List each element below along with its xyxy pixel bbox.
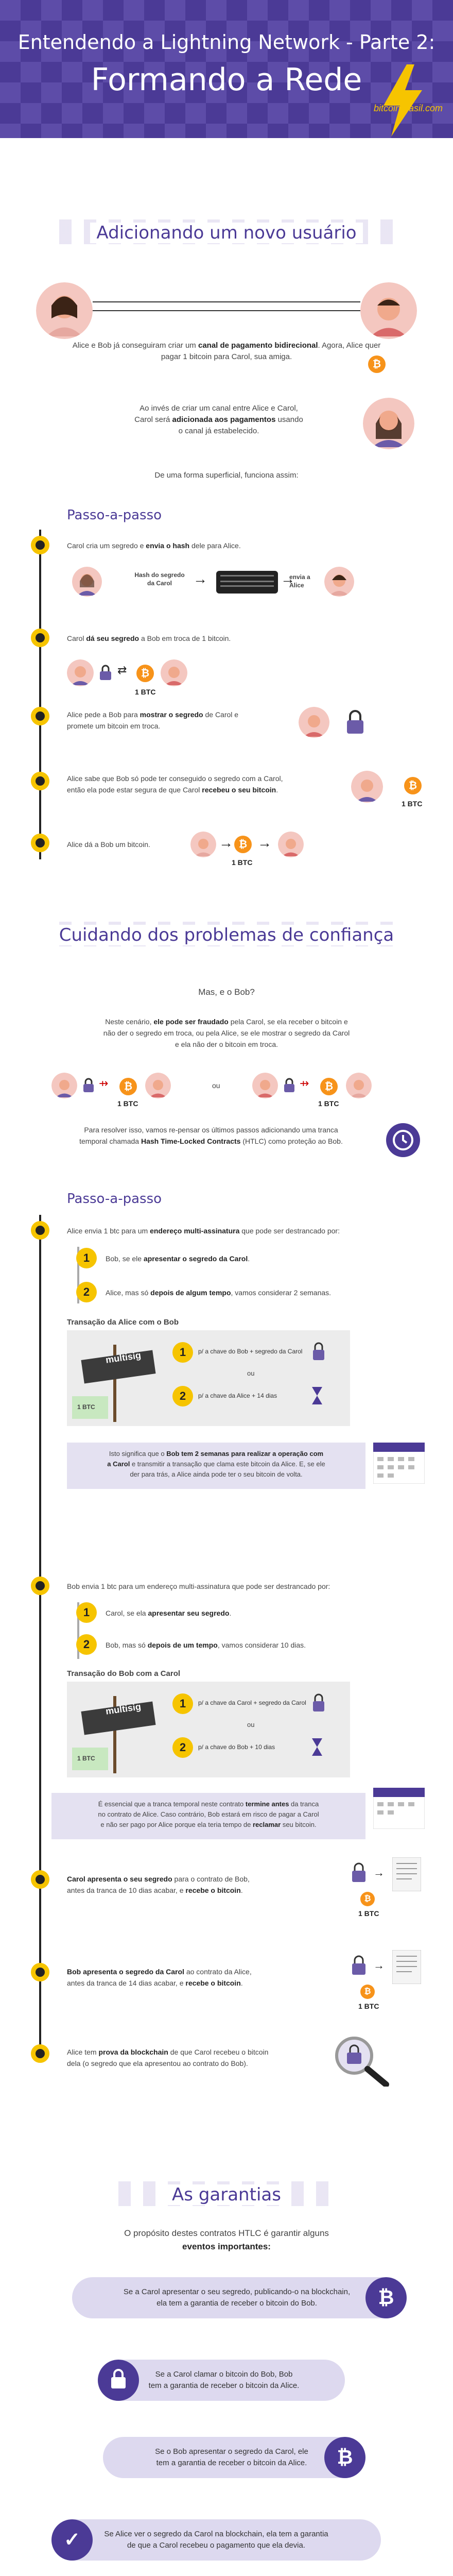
option-number-2: 2 (172, 1737, 193, 1758)
step1-text: Carol cria um segredo e envia o hash dele para Alice. (67, 541, 241, 550)
checker-tile (185, 103, 206, 124)
arrow-icon: → (373, 1959, 385, 1972)
checker-tile (412, 0, 432, 21)
bitcoin-icon: ₿ (404, 777, 422, 794)
checker-tile (165, 124, 185, 138)
checker-tile (144, 103, 165, 124)
arrow-icon: → (219, 835, 233, 851)
bitcoin-badge-icon: ₿ (324, 2437, 365, 2478)
guarantee-4: Se Alice ver o segredo da Carol na blockchain, ela tem a garantia de que a Carol recebeu o pagamento que ela devia. (51, 2519, 381, 2561)
header-banner (0, 0, 453, 138)
carol-avatar (51, 1073, 77, 1098)
carol-avatar (67, 659, 94, 686)
lock-icon (283, 1078, 295, 1093)
arrow-icon: → (373, 1866, 385, 1879)
step-dot (31, 1577, 49, 1595)
key-lock-icon (308, 1693, 326, 1714)
step-dot (31, 1963, 49, 1981)
send-label: envia a Alice (289, 573, 310, 589)
btc-amount: 1 BTC (232, 858, 253, 867)
how-text: De uma forma superficial, funciona assim: (154, 471, 299, 480)
timeline-1 (39, 530, 41, 859)
step-dot (31, 536, 49, 554)
step-dot (31, 772, 49, 790)
alice-avatar (36, 282, 93, 339)
hash-box (216, 571, 278, 594)
tx1-title: Transação da Alice com o Bob (67, 1318, 179, 1327)
checker-tile (0, 124, 21, 138)
lock-icon (99, 665, 112, 681)
alice-proof-text: Alice tem prova da blockchain de que Carol recebeu o bitcoin dela (o segredo que ela apresentou ao contrato do Bob). (67, 2048, 269, 2067)
tx2-title: Transação do Bob com a Carol (67, 1669, 181, 1678)
checker-tile (309, 103, 329, 124)
checker-tile (226, 103, 247, 124)
carol-avatar (72, 567, 102, 597)
tx2-option1: p/ a chave da Carol + segredo da Carol (198, 1699, 306, 1706)
checker-tile (371, 0, 391, 21)
btc-amount: 1 BTC (358, 1909, 379, 1918)
hourglass-icon (311, 1386, 323, 1405)
bob-claim-text: Bob apresenta o segredo da Carol ao contrato da Alice, antes da tranca de 14 dias acabar, e recebe o bitcoin. (67, 1968, 252, 1987)
problem-text: Neste cenário, ele pode ser fraudado pela Carol, se ela receber o bitcoin e não der o segredo em troca, ou pela Alice, se ele mostrar o segredo da Carol e ela não der o bitcoin em troca. (103, 1018, 350, 1048)
bob-avatar (161, 659, 187, 686)
hash-label: Hash do segredo da Carol (134, 571, 185, 587)
calendar-icon (373, 1788, 425, 1829)
checker-tile (206, 124, 226, 138)
checker-tile (124, 0, 144, 21)
step-dot (31, 2044, 49, 2063)
btc-amount: 1 BTC (77, 1755, 95, 1762)
lightning-icon (378, 64, 425, 137)
bitcoin-icon: ₿ (320, 1078, 338, 1095)
alice-avatar (346, 1073, 372, 1098)
steps-title-2: Passo-a-passo (67, 1191, 162, 1207)
checker-tile (350, 103, 371, 124)
guarantee-1: Se a Carol apresentar o seu segredo, publicando-o na blockchain, ela tem a garantia de receber o bitcoin do Bob. (72, 2277, 402, 2318)
clock-lock-icon (386, 1123, 420, 1157)
bitcoin-icon: ₿ (234, 836, 252, 853)
option-number-1: 1 (76, 1602, 97, 1623)
bitcoin-icon: ₿ (360, 1985, 375, 1999)
checker-tile (206, 0, 226, 21)
channel-line-top (93, 301, 360, 302)
checker-tile (62, 103, 82, 124)
checker-tile (247, 0, 268, 21)
checker-tile (288, 124, 309, 138)
checker-tile (0, 0, 21, 21)
option-number-1: 1 (76, 1248, 97, 1268)
btc-amount: 1 BTC (135, 688, 156, 696)
arrow-icon: → (257, 835, 272, 851)
btc-amount: 1 BTC (117, 1099, 138, 1108)
lock-icon (350, 1862, 368, 1883)
bob-avatar (278, 832, 304, 857)
option-number-2: 2 (76, 1634, 97, 1655)
or-label: ou (212, 1081, 220, 1090)
option1-text: Bob, se ele apresentar o segredo da Carol. (106, 1255, 250, 1263)
checker-tile (82, 124, 103, 138)
multisig-label: multisig (104, 1701, 142, 1717)
step-dot (31, 1221, 49, 1240)
section-title-guarantees: As garantias (0, 2184, 453, 2205)
calendar-icon (373, 1443, 425, 1484)
alice-multisig-text: Alice envia 1 btc para um endereço multi-assinatura que pode ser destrancado por: (67, 1227, 340, 1235)
step-dot (31, 629, 49, 647)
option4-text: Bob, mas só depois de um tempo, vamos considerar 10 dias. (106, 1641, 306, 1649)
step-dot (31, 834, 49, 852)
tx2-option2: p/ a chave do Bob + 10 dias (198, 1743, 275, 1751)
checker-tile (288, 0, 309, 21)
htlc-intro-text: Para resolver isso, vamos re-pensar os últimos passos adicionando uma tranca temporal chamada Hash Time-Locked Contracts (HTLC) como proteção ao Bob. (79, 1126, 343, 1145)
checker-tile (21, 103, 41, 124)
checker-tile (329, 0, 350, 21)
checker-tile (41, 124, 62, 138)
option3-text: Carol, se ela apresentar seu segredo. (106, 1609, 232, 1617)
site-url: bitcoinbrasil.com (373, 103, 443, 113)
arrow-icon: → (193, 571, 207, 587)
alice-avatar (324, 567, 354, 597)
step3-text: Alice pede a Bob para mostrar o segredo de Carol e promete um bitcoin em troca. (67, 710, 239, 730)
exchange-icon: ⇄ (117, 664, 127, 676)
carol-text: Ao invés de criar um canal entre Alice e Carol, Carol será adicionada aos pagamentos usando o canal já estabelecido. (134, 404, 303, 435)
note2-text: É essencial que a tranca temporal neste contrato termine antes da tranca no contrato de Alice. Caso contrário, Bob estará em risco de pagar a Carol e não ser pago por Alice porque ela teria tempo de reclamar seu bitcoin. (98, 1800, 319, 1828)
bitcoin-icon: ₿ (360, 1892, 375, 1906)
step-dot (31, 707, 49, 725)
hourglass-icon (311, 1737, 323, 1757)
step-dot (31, 1870, 49, 1889)
checker-tile (329, 124, 350, 138)
checker-tile (268, 103, 288, 124)
bob-avatar (360, 282, 417, 339)
bitcoin-badge-icon: ₿ (365, 2277, 407, 2318)
multisig-label: multisig (104, 1350, 142, 1365)
blocked-exchange-icon: ⇸ (300, 1077, 309, 1090)
btc-amount: 1 BTC (77, 1403, 95, 1411)
bob-avatar (252, 1073, 278, 1098)
step5-text: Alice dá a Bob um bitcoin. (67, 840, 150, 849)
key-lock-icon (308, 1342, 326, 1362)
carol-avatar (363, 398, 414, 449)
lock-badge-icon (98, 2360, 139, 2401)
lock-icon (350, 1955, 368, 1976)
guarantee-3: Se o Bob apresentar o segredo da Carol, ele tem a garantia de receber o bitcoin da Alice. (103, 2437, 360, 2478)
tx1-option1: p/ a chave do Bob + segredo da Carol (198, 1348, 303, 1355)
btc-amount: 1 BTC (402, 800, 423, 808)
checker-tile (41, 0, 62, 21)
checker-tile (82, 0, 103, 21)
bitcoin-icon: ₿ (368, 355, 386, 373)
option-number-1: 1 (172, 1693, 193, 1714)
checker-tile (103, 103, 124, 124)
guarantees-intro: O propósito destes contratos HTLC é garantir alguns eventos importantes: (124, 2228, 329, 2251)
option-number-2: 2 (172, 1386, 193, 1406)
note1-text: Isto significa que o Bob tem 2 semanas para realizar a operação com a Carol e transmitir a transação que clama este bitcoin da Alice. E, se ele der para trás, a Alice ainda pode ter o seu bitcoin de volta. (107, 1450, 325, 1478)
bob-avatar (145, 1073, 171, 1098)
header-main-title: Formando a Rede (91, 62, 362, 98)
tx1-option2: p/ a chave da Alice + 14 dias (198, 1392, 277, 1399)
channel-line (93, 310, 360, 311)
alice-avatar (190, 832, 216, 857)
lock-icon (345, 710, 365, 735)
contract-icon (392, 1950, 421, 1984)
or-label: ou (247, 1721, 255, 1728)
header-title: Entendendo a Lightning Network - Parte 2: (18, 31, 435, 54)
blocked-exchange-icon: ⇸ (99, 1077, 109, 1090)
step2-text: Carol dá seu segredo a Bob em troca de 1 bitcoin. (67, 634, 231, 642)
lock-icon (82, 1078, 95, 1093)
carol-claim-text: Carol apresenta o seu segredo para o contrato de Bob, antes da tranca de 10 dias acabar, e recebe o bitcoin. (67, 1875, 250, 1894)
intro-text: Alice e Bob já conseguiram criar um canal de pagamento bidirecional. Agora, Alice quer pagar 1 bitcoin para Carol, sua amiga. (72, 341, 381, 361)
guarantee-2: Se a Carol clamar o bitcoin do Bob, Bob tem a garantia de receber o bitcoin da Alice. (103, 2360, 345, 2401)
checker-tile (165, 0, 185, 21)
section-title-adding-user: Adicionando um novo usuário (0, 223, 453, 243)
step4-text: Alice sabe que Bob só pode ter conseguido o segredo com a Carol, então ela pode estar segura de que Carol recebeu o seu bitcoin. (67, 774, 283, 794)
checker-tile (124, 124, 144, 138)
bitcoin-icon: ₿ (136, 665, 154, 682)
checker-tile (247, 124, 268, 138)
arrow-icon: → (281, 571, 295, 587)
bitcoin-icon: ₿ (119, 1078, 137, 1095)
carol-avatar (351, 771, 383, 803)
option2-text: Alice, mas só depois de algum tempo, vamos considerar 2 semanas. (106, 1289, 332, 1297)
question-text: Mas, e o Bob? (198, 987, 255, 997)
section-title-trust: Cuidando dos problemas de confiança (0, 925, 453, 945)
btc-amount: 1 BTC (318, 1099, 339, 1108)
btc-amount: 1 BTC (358, 2002, 379, 2010)
magnifier-icon (329, 2035, 407, 2087)
contract-icon (392, 1857, 421, 1891)
steps-title-1: Passo-a-passo (67, 507, 162, 523)
bob-avatar (299, 707, 329, 738)
or-label: ou (247, 1369, 255, 1377)
check-badge-icon: ✓ (51, 2519, 93, 2561)
option-number-2: 2 (76, 1282, 97, 1302)
bob-multisig-text: Bob envia 1 btc para um endereço multi-assinatura que pode ser destrancado por: (67, 1582, 330, 1590)
timeline-2 (39, 1215, 41, 2060)
option-number-1: 1 (172, 1342, 193, 1363)
